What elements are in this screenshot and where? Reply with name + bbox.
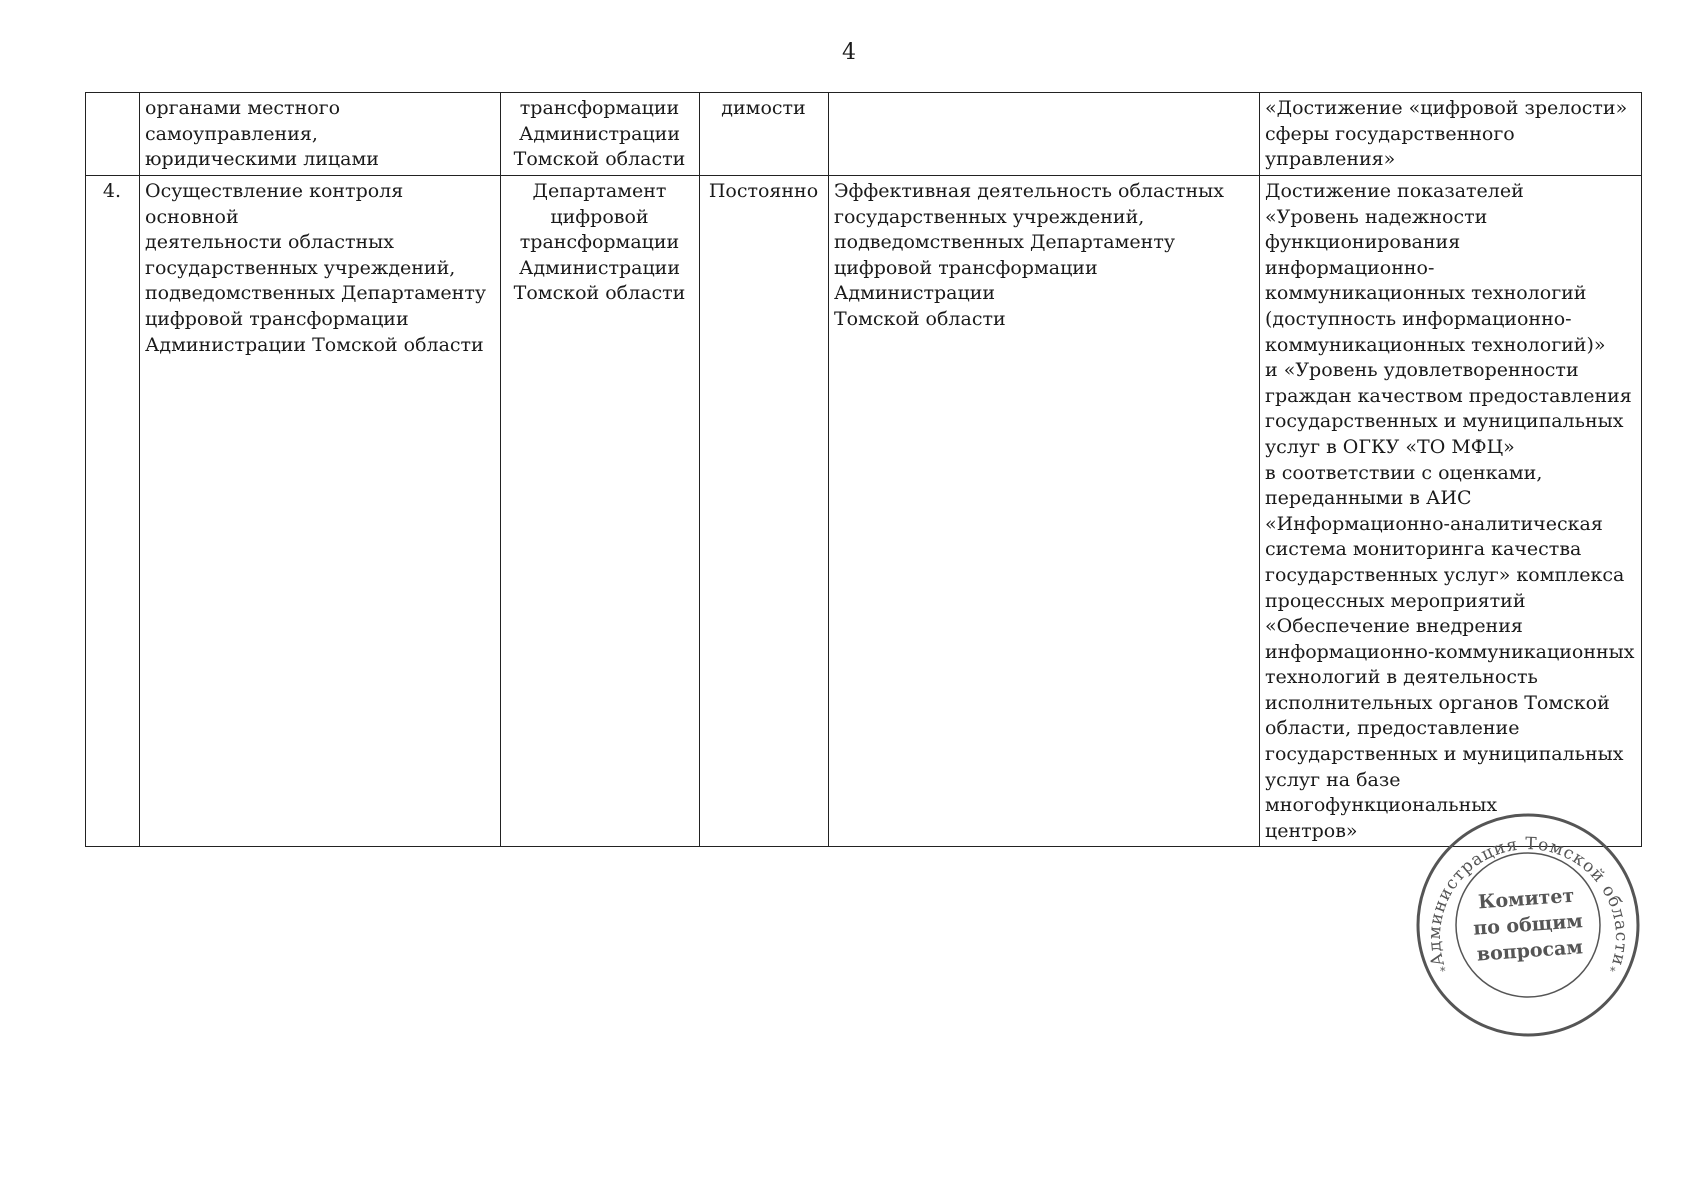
document-table: [85, 92, 1642, 847]
stamp-center-line-1: Комитет: [1477, 884, 1575, 914]
responsible-cell: Департамент цифровой трансформации Администрации Томской области: [501, 176, 700, 847]
result-cell: Эффективная деятельность областных государственных учреждений, подведомственных Департаменту цифровой трансформации Администрации Томской области: [829, 176, 1260, 847]
stamp-star-left: *: [1440, 965, 1446, 978]
task-cell: Осуществление контроля основной деятельности областных государственных учреждений, подведомственных Департаменту цифровой трансформации Администрации Томской области: [140, 176, 501, 847]
table-row: [86, 176, 1642, 847]
table-row: [86, 93, 1642, 176]
indicator-cell: Достижение показателей «Уровень надежности функционирования информационно- коммуникационных технологий (доступность информационно- коммуникационных технологий)» и «Уровень удовлетворенности граждан качеством предоставления государственных и муниципальных услуг в ОГКУ «ТО МФЦ» в соответствии с оценками, переданными в АИС «Информационно-аналитическая система мониторинга качества государственных услуг» комплекса процессных мероприятий «Обеспечение внедрения информационно-коммуникационных технологий в деятельность исполнительных органов Томской области, предоставление государственных и муниципальных услуг на базе многофункциональных центров»: [1260, 176, 1642, 847]
stamp-star-right: *: [1610, 965, 1616, 978]
stamp-center-line-3: вопросам: [1476, 936, 1584, 966]
result-cell: [829, 93, 1260, 176]
indicator-cell: «Достижение «цифровой зрелости» сферы государственного управления»: [1260, 93, 1642, 176]
task-cell: органами местного самоуправления, юридическими лицами: [140, 93, 501, 176]
page-number: 4: [842, 40, 856, 65]
row-number-cell: 4.: [86, 176, 140, 847]
stamp-center-line-2: по общим: [1472, 910, 1584, 940]
term-cell: Постоянно: [700, 176, 829, 847]
official-stamp: [1413, 810, 1643, 1040]
responsible-cell: трансформации Администрации Томской области: [501, 93, 700, 176]
stamp-ring-text: Администрация Томской области: [1424, 834, 1632, 969]
term-cell: димости: [700, 93, 829, 176]
row-number-cell: [86, 93, 140, 176]
